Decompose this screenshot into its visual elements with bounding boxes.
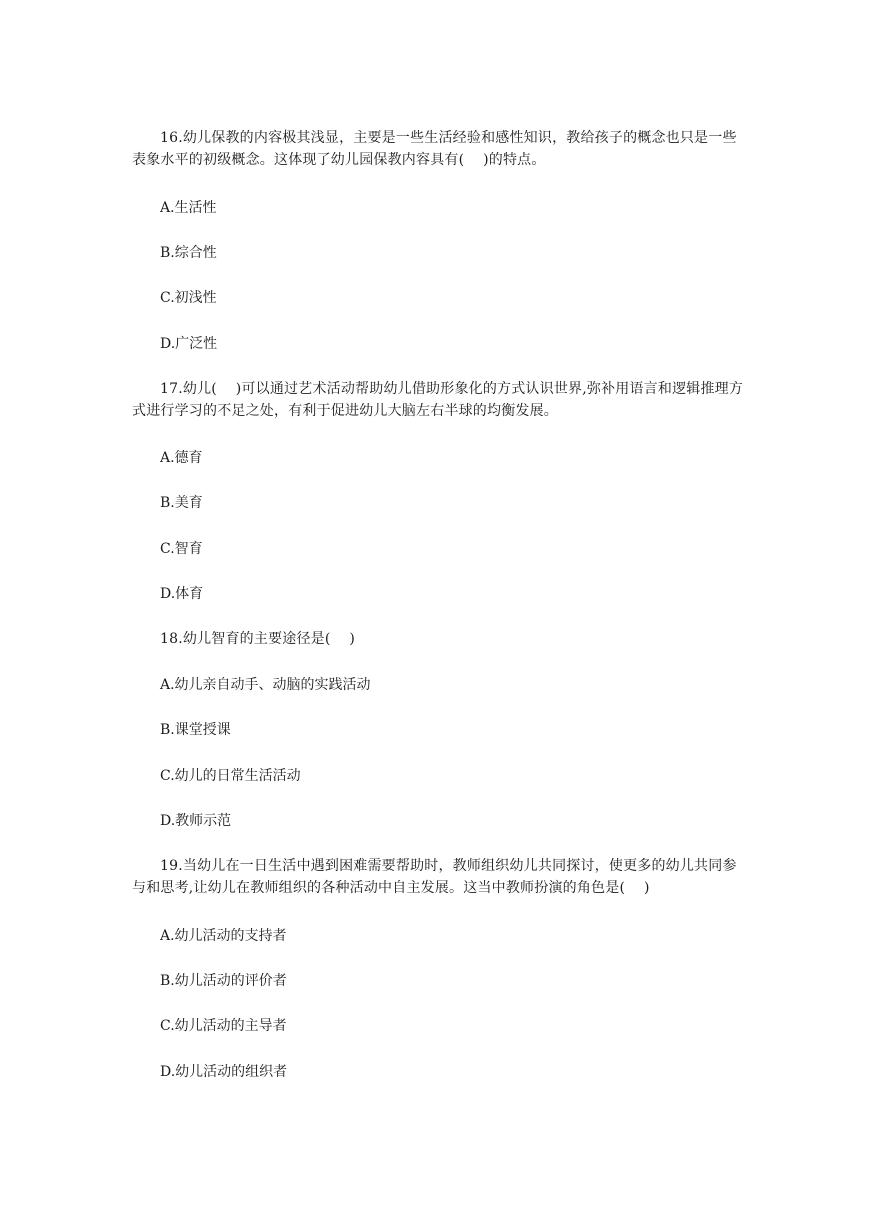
q16-option-d: D.广泛性 xyxy=(160,336,218,352)
q18-option-c: C.幼儿的日常生活活动 xyxy=(160,768,301,784)
q16-option-a: A.生活性 xyxy=(160,200,217,216)
q17-option-a: A.德育 xyxy=(160,450,203,466)
q19-option-c: C.幼儿活动的主导者 xyxy=(160,1018,287,1034)
question-16: 16.幼儿保教的内容极其浅显，主要是一些生活经验和感性知识，教给孩子的概念也只是一些表象水平的初级概念。这体现了幼儿园保教内容具有( )的特点。 xyxy=(132,130,737,168)
q16-option-b: B.综合性 xyxy=(160,245,217,261)
q17-option-b: B.美育 xyxy=(160,495,203,511)
q18-option-a: A.幼儿亲自动手、动脑的实践活动 xyxy=(160,677,371,693)
q18-option-d: D.教师示范 xyxy=(160,813,232,829)
q19-option-d: D.幼儿活动的组织者 xyxy=(160,1064,288,1080)
q17-option-d: D.体育 xyxy=(160,586,204,602)
question-18: 18.幼儿智育的主要途径是( ) xyxy=(160,631,356,647)
q19-option-a: A.幼儿活动的支持者 xyxy=(160,928,287,944)
q18-option-b: B.课堂授课 xyxy=(160,722,231,738)
q19-option-b: B.幼儿活动的评价者 xyxy=(160,973,287,989)
q16-option-c: C.初浅性 xyxy=(160,290,217,306)
question-19: 19.当幼儿在一日生活中遇到困难需要帮助时，教师组织幼儿共同探讨，使更多的幼儿共同参与和思考,让幼儿在教师组织的各种活动中自主发展。这当中教师扮演的角色是( ) xyxy=(132,858,737,896)
q17-option-c: C.智育 xyxy=(160,541,203,557)
question-17: 17.幼儿( )可以通过艺术活动帮助幼儿借助形象化的方式认识世界,弥补用语言和逻辑推理方式进行学习的不足之处，有利于促进幼儿大脑左右半球的均衡发展。 xyxy=(132,381,744,419)
